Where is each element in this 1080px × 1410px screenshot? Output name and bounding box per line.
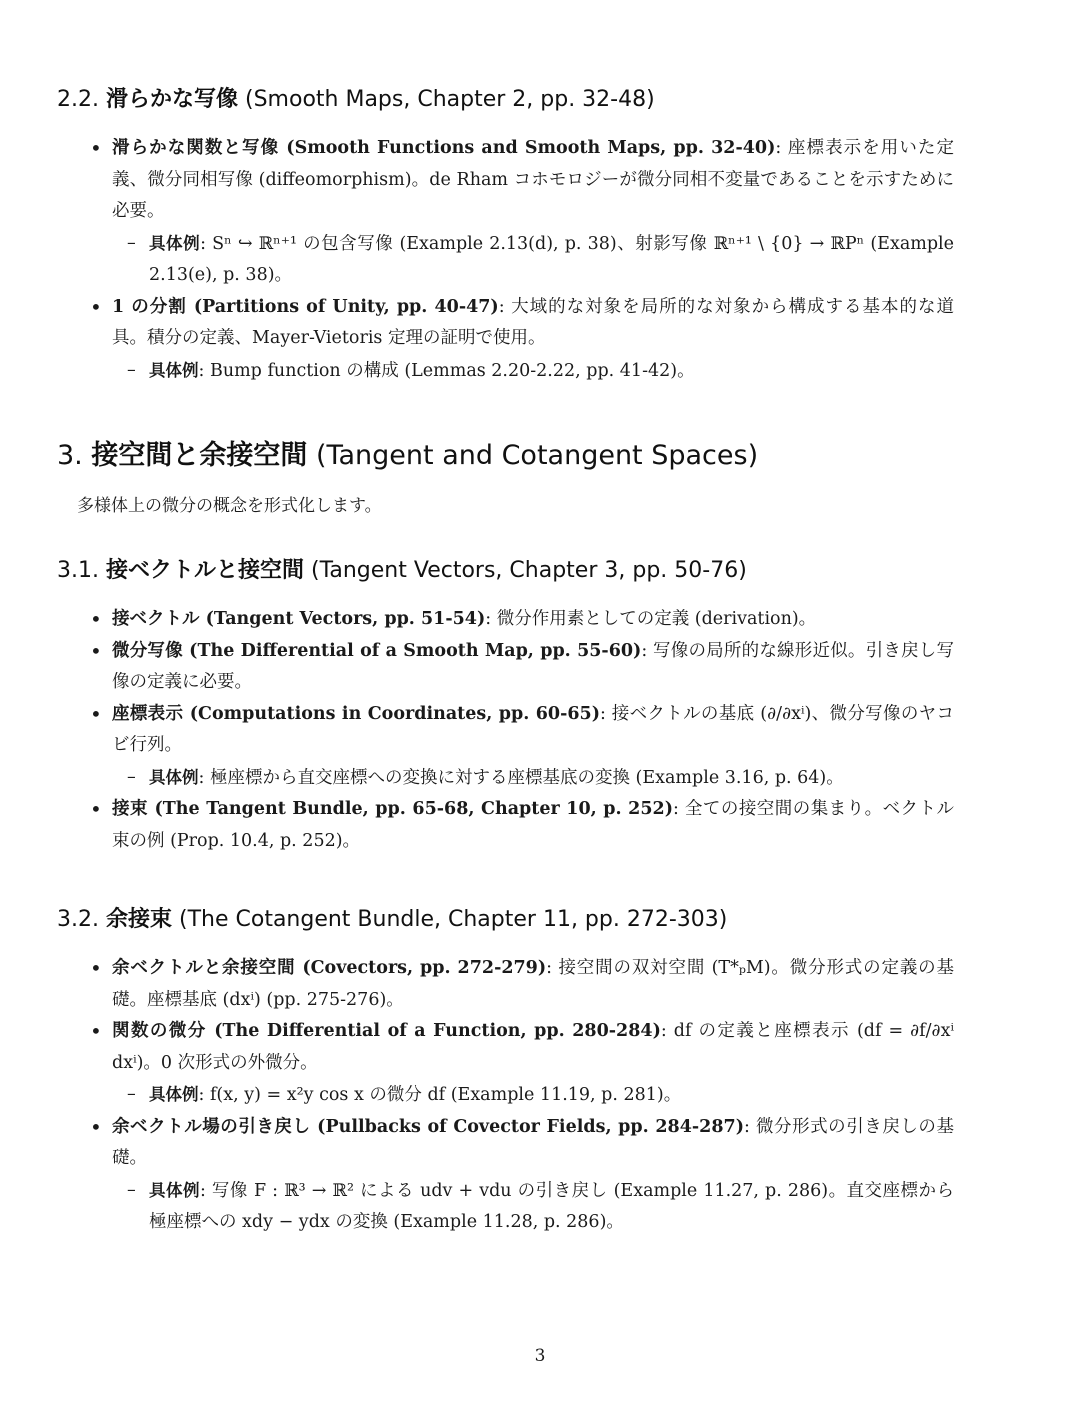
section-intro: 多様体上の微分の概念を形式化します。	[77, 496, 382, 516]
section-title-en: (Tangent Vectors, Chapter 3, pp. 50-76)	[311, 558, 747, 583]
example-text: : 極座標から直交座標への変換に対する座標基底の変換 (Example 3.16, p. 64)。	[198, 767, 844, 788]
list-item	[112, 699, 954, 762]
section-number: 2.2.	[57, 87, 99, 112]
section-heading-3-1	[57, 556, 747, 586]
section-title-ja: 接空間と余接空間	[91, 440, 308, 471]
item-term: 接束 (The Tangent Bundle, pp. 65-68, Chapter 10, p. 252)	[112, 799, 673, 819]
section-heading-2-2	[57, 85, 655, 115]
section-3-1-list	[0, 604, 1080, 857]
section-heading-3-2	[57, 905, 727, 935]
section-heading-3	[57, 439, 758, 473]
item-term: 余ベクトル場の引き戻し (Pullbacks of Covector Fields, pp. 284-287)	[112, 1116, 744, 1137]
item-body: : 微分作用素としての定義 (derivation)。	[485, 609, 817, 629]
section-title-en: (The Cotangent Bundle, Chapter 11, pp. 272-303)	[179, 907, 728, 932]
item-body: : 全ての接空間の集まり。ベクトル束の例 (Prop. 10.4, p. 252)。	[112, 799, 954, 851]
section-3-2-list	[0, 953, 1080, 1239]
section-title-en: (Smooth Maps, Chapter 2, pp. 32-48)	[245, 87, 655, 112]
item-body: : df の定義と座標表示 (df = ∂f/∂xⁱ dxⁱ)。0 次形式の外微分。	[112, 1021, 954, 1073]
section-number: 3.1.	[57, 558, 99, 583]
section-number: 3.	[57, 440, 83, 471]
example-text: : Sⁿ ↪ ℝⁿ⁺¹ の包含写像 (Example 2.13(d), p. 38)、射影写像 ℝⁿ⁺¹ \ {0} → ℝPⁿ (Example 2.13(e), p. 38)。	[149, 233, 955, 285]
example-item	[149, 1079, 954, 1112]
item-body: : 接ベクトルの基底 (∂/∂xⁱ)、微分写像のヤコビ行列。	[112, 703, 954, 755]
list-item	[112, 133, 954, 228]
item-body: : 座標表示を用いた定義、微分同相写像 (diffeomorphism)。de Rham コホモロジーが微分同相不変量であることを示すために必要。	[112, 138, 954, 221]
section-title-ja: 滑らかな写像	[105, 87, 238, 112]
item-term: 関数の微分 (The Differential of a Function, pp. 280-284)	[112, 1021, 661, 1041]
item-term: 余ベクトルと余接空間 (Covectors, pp. 272-279)	[112, 958, 547, 978]
item-term: 座標表示 (Computations in Coordinates, pp. 60-65)	[112, 703, 600, 724]
example-text: : 写像 F : ℝ³ → ℝ² による udv + vdu の引き戻し (Example 11.27, p. 286)。直交座標から極座標への xdy − ydx の変換 (Example 11.28, p. 286)。	[149, 1180, 955, 1232]
item-term: 滑らかな関数と写像 (Smooth Functions and Smooth Maps, pp. 32-40)	[112, 138, 776, 158]
section-title-ja: 余接束	[105, 907, 172, 932]
list-item	[112, 1016, 954, 1079]
example-label: 具体例	[149, 360, 199, 380]
example-item	[149, 1175, 954, 1239]
item-term: 1 の分割 (Partitions of Unity, pp. 40-47)	[112, 296, 499, 317]
section-title-ja: 接ベクトルと接空間	[105, 558, 304, 583]
example-label: 具体例	[149, 1180, 200, 1200]
item-body: : 接空間の双対空間 (T*ₚM)。微分形式の定義の基礎。座標基底 (dxⁱ) (pp. 275-276)。	[112, 958, 954, 1010]
example-item	[149, 228, 954, 292]
item-body: : 写像の局所的な線形近似。引き戻し写像の定義に必要。	[112, 640, 955, 692]
list-item	[112, 636, 954, 699]
section-title-en: (Tangent and Cotangent Spaces)	[315, 440, 759, 471]
section-number: 3.2.	[57, 907, 99, 932]
item-term: 微分写像 (The Differential of a Smooth Map, pp. 55-60)	[112, 640, 642, 661]
list-item	[112, 1112, 954, 1175]
list-item	[112, 794, 954, 857]
item-body: : 大域的な対象を局所的な対象から構成する基本的な道具。積分の定義、Mayer-Vietoris 定理の証明で使用。	[112, 296, 954, 348]
example-label: 具体例	[149, 233, 201, 253]
example-label: 具体例	[149, 767, 199, 787]
example-item	[149, 355, 954, 388]
example-item	[149, 762, 954, 795]
item-body: : 微分形式の引き戻しの基礎。	[112, 1116, 954, 1168]
item-term: 接ベクトル (Tangent Vectors, pp. 51-54)	[112, 609, 486, 629]
page-number: 3	[534, 1346, 546, 1366]
example-label: 具体例	[149, 1085, 199, 1104]
list-item	[112, 953, 954, 1016]
section-2-2-list	[0, 133, 1080, 387]
example-text: : f(x, y) = x²y cos x の微分 df (Example 11.19, p. 281)。	[198, 1085, 682, 1105]
example-text: : Bump function の構成 (Lemmas 2.20-2.22, pp. 41-42)。	[198, 360, 695, 381]
list-item	[112, 604, 954, 636]
list-item	[112, 292, 954, 355]
